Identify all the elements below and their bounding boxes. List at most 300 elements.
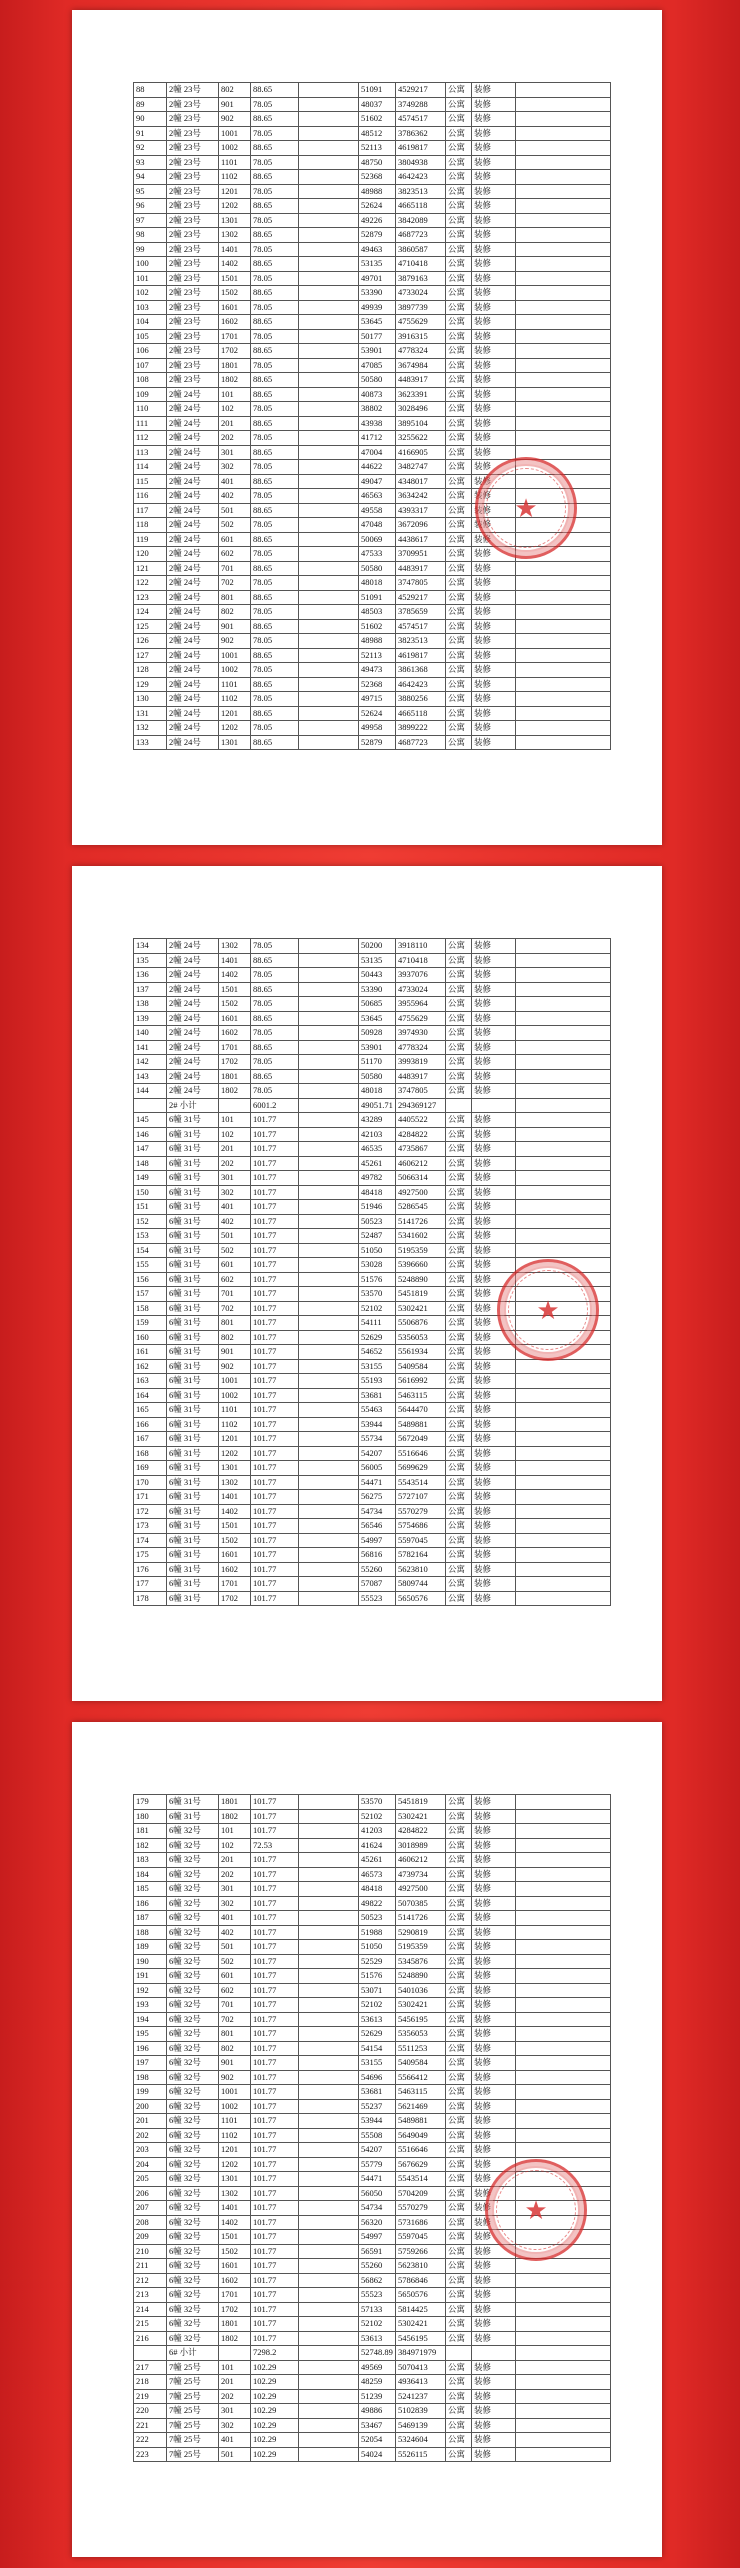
table-cell: 201 xyxy=(134,2114,167,2129)
table-cell: 5489881 xyxy=(396,1417,446,1432)
table-cell: 147 xyxy=(134,1142,167,1157)
table-cell: 384971979 xyxy=(396,2346,446,2361)
table-cell: 50523 xyxy=(359,1214,396,1229)
table-row xyxy=(134,97,611,112)
table-cell: 78.05 xyxy=(251,1055,299,1070)
table-cell: 169 xyxy=(134,1461,167,1476)
table-cell: 92 xyxy=(134,141,167,156)
table-cell: 130 xyxy=(134,692,167,707)
table-cell-empty xyxy=(516,2215,611,2230)
table-cell xyxy=(299,1795,359,1810)
table-row xyxy=(134,634,611,649)
table-cell: 52102 xyxy=(359,1998,396,2013)
table-row xyxy=(134,1432,611,1447)
table-cell-empty xyxy=(516,968,611,983)
table-cell: 54111 xyxy=(359,1316,396,1331)
table-cell: 46563 xyxy=(359,489,396,504)
table-row xyxy=(134,1171,611,1186)
table-cell: 51602 xyxy=(359,112,396,127)
table-cell: 401 xyxy=(219,2433,251,2448)
table-cell: 78.05 xyxy=(251,634,299,649)
table-cell: 6幢 31号 xyxy=(167,1809,219,1824)
table-cell: 136 xyxy=(134,968,167,983)
table-cell: 装修 xyxy=(472,561,516,576)
table-cell: 102.29 xyxy=(251,2404,299,2419)
table-cell: 5195359 xyxy=(396,1243,446,1258)
table-cell xyxy=(299,968,359,983)
table-cell: 公寓 xyxy=(446,706,472,721)
table-cell: 6幢 32号 xyxy=(167,1954,219,1969)
table-cell: 装修 xyxy=(472,1359,516,1374)
table-cell: 3823513 xyxy=(396,634,446,649)
table-cell: 5241237 xyxy=(396,2389,446,2404)
table-cell: 402 xyxy=(219,1925,251,1940)
table-cell: 装修 xyxy=(472,1490,516,1505)
table-cell: 6幢 31号 xyxy=(167,1795,219,1810)
table-cell-empty xyxy=(516,2157,611,2172)
table-cell: 3786362 xyxy=(396,126,446,141)
table-row xyxy=(134,1998,611,2013)
table-cell: 102.29 xyxy=(251,2447,299,2462)
table-cell: 55237 xyxy=(359,2099,396,2114)
table-cell-empty xyxy=(516,1911,611,1926)
table-cell: 101.77 xyxy=(251,1940,299,1955)
table-cell: 6幢 32号 xyxy=(167,2070,219,2085)
table-cell: 装修 xyxy=(472,1809,516,1824)
table-cell: 121 xyxy=(134,561,167,576)
table-cell: 装修 xyxy=(472,721,516,736)
table-cell: 1701 xyxy=(219,1040,251,1055)
table-cell: 2幢 24号 xyxy=(167,532,219,547)
table-cell: 1101 xyxy=(219,677,251,692)
table-cell: 47004 xyxy=(359,445,396,460)
table-cell: 49701 xyxy=(359,271,396,286)
table-cell: 223 xyxy=(134,2447,167,2462)
table-cell: 88.65 xyxy=(251,387,299,402)
table-row xyxy=(134,1272,611,1287)
table-cell xyxy=(299,1011,359,1026)
table-cell: 4936413 xyxy=(396,2375,446,2390)
table-cell: 6幢 31号 xyxy=(167,1243,219,1258)
table-cell-empty xyxy=(516,2389,611,2404)
table-cell: 1002 xyxy=(219,1388,251,1403)
table-cell: 601 xyxy=(219,1258,251,1273)
table-cell: 公寓 xyxy=(446,1824,472,1839)
table-cell xyxy=(299,141,359,156)
table-cell: 3709951 xyxy=(396,547,446,562)
table-cell: 1801 xyxy=(219,2317,251,2332)
table-cell xyxy=(299,1591,359,1606)
table-cell: 127 xyxy=(134,648,167,663)
table-row xyxy=(134,1084,611,1099)
table-cell: 211 xyxy=(134,2259,167,2274)
table-row xyxy=(134,1330,611,1345)
table-cell: 4405522 xyxy=(396,1113,446,1128)
table-cell: 1601 xyxy=(219,2259,251,2274)
table-cell: 78.05 xyxy=(251,1026,299,1041)
table-cell: 101.77 xyxy=(251,1417,299,1432)
table-cell-empty xyxy=(516,1026,611,1041)
table-cell: 公寓 xyxy=(446,2128,472,2143)
table-cell: 48418 xyxy=(359,1185,396,1200)
table-cell: 170 xyxy=(134,1475,167,1490)
table-row xyxy=(134,663,611,678)
table-cell: 装修 xyxy=(472,1867,516,1882)
table-cell: 101.77 xyxy=(251,1882,299,1897)
table-cell xyxy=(299,532,359,547)
table-cell: 1301 xyxy=(219,735,251,750)
table-row xyxy=(134,373,611,388)
table-cell xyxy=(299,1171,359,1186)
table-cell: 51050 xyxy=(359,1243,396,1258)
table-cell xyxy=(299,2375,359,2390)
table-cell: 公寓 xyxy=(446,532,472,547)
table-cell: 5526115 xyxy=(396,2447,446,2462)
table-cell: 3482747 xyxy=(396,460,446,475)
table-cell xyxy=(299,1084,359,1099)
table-cell: 1101 xyxy=(219,155,251,170)
table-cell: 公寓 xyxy=(446,2027,472,2042)
table-cell: 102.29 xyxy=(251,2360,299,2375)
table-cell xyxy=(299,1519,359,1534)
document-page-2 xyxy=(72,866,662,1701)
table-cell: 101.77 xyxy=(251,1911,299,1926)
table-cell: 2幢 24号 xyxy=(167,1026,219,1041)
table-cell: 101 xyxy=(219,387,251,402)
table-cell: 2# 小计 xyxy=(167,1098,219,1113)
table-row xyxy=(134,445,611,460)
table-cell xyxy=(299,1853,359,1868)
table-cell: 56320 xyxy=(359,2215,396,2230)
table-cell: 公寓 xyxy=(446,2360,472,2375)
table-cell xyxy=(219,2346,251,2361)
table-cell: 2幢 24号 xyxy=(167,634,219,649)
table-cell: 装修 xyxy=(472,1127,516,1142)
table-cell: 5786846 xyxy=(396,2273,446,2288)
table-cell xyxy=(299,576,359,591)
table-cell-empty xyxy=(516,663,611,678)
table-cell xyxy=(299,474,359,489)
table-cell-empty xyxy=(516,503,611,518)
table-row xyxy=(134,1475,611,1490)
table-cell: 3899222 xyxy=(396,721,446,736)
table-cell: 53570 xyxy=(359,1795,396,1810)
table-cell-empty xyxy=(516,445,611,460)
table-cell-empty xyxy=(516,1882,611,1897)
table-cell: 51576 xyxy=(359,1969,396,1984)
table-cell-empty xyxy=(516,1577,611,1592)
table-row xyxy=(134,1591,611,1606)
table-cell: 1802 xyxy=(219,373,251,388)
table-cell: 49886 xyxy=(359,2404,396,2419)
table-cell: 176 xyxy=(134,1562,167,1577)
table-cell: 101.77 xyxy=(251,2317,299,2332)
table-cell: 公寓 xyxy=(446,1359,472,1374)
table-cell: 6幢 31号 xyxy=(167,1214,219,1229)
table-cell: 102 xyxy=(219,1127,251,1142)
table-cell-empty xyxy=(516,97,611,112)
table-cell: 1602 xyxy=(219,1562,251,1577)
table-cell: 3842089 xyxy=(396,213,446,228)
table-cell: 装修 xyxy=(472,2302,516,2317)
table-cell-empty xyxy=(516,2273,611,2288)
table-cell: 56050 xyxy=(359,2186,396,2201)
table-cell-empty xyxy=(516,1417,611,1432)
table-cell: 101.77 xyxy=(251,2056,299,2071)
table-cell xyxy=(299,692,359,707)
table-cell: 101.77 xyxy=(251,1809,299,1824)
table-row xyxy=(134,576,611,591)
table-row xyxy=(134,2070,611,2085)
table-cell: 5623810 xyxy=(396,1562,446,1577)
table-cell: 公寓 xyxy=(446,1171,472,1186)
table-cell: 40873 xyxy=(359,387,396,402)
table-cell: 公寓 xyxy=(446,1156,472,1171)
table-cell: 装修 xyxy=(472,1911,516,1926)
table-cell: 6幢 31号 xyxy=(167,1330,219,1345)
table-cell xyxy=(299,2331,359,2346)
table-row xyxy=(134,460,611,475)
table-cell xyxy=(299,2070,359,2085)
table-cell: 装修 xyxy=(472,1853,516,1868)
table-row xyxy=(134,518,611,533)
table-cell-empty xyxy=(516,518,611,533)
table-cell: 52629 xyxy=(359,1330,396,1345)
table-cell-empty xyxy=(516,460,611,475)
table-cell-empty xyxy=(516,2433,611,2448)
table-cell: 91 xyxy=(134,126,167,141)
table-cell: 4687723 xyxy=(396,735,446,750)
table-cell: 53135 xyxy=(359,953,396,968)
table-cell: 3955964 xyxy=(396,997,446,1012)
table-cell-empty xyxy=(516,576,611,591)
table-cell: 公寓 xyxy=(446,2288,472,2303)
table-cell: 装修 xyxy=(472,2215,516,2230)
table-cell: 公寓 xyxy=(446,1011,472,1026)
table-row xyxy=(134,648,611,663)
table-cell-empty xyxy=(516,1229,611,1244)
table-cell: 51239 xyxy=(359,2389,396,2404)
table-cell: 6幢 32号 xyxy=(167,2186,219,2201)
table-cell: 2幢 24号 xyxy=(167,489,219,504)
table-cell: 701 xyxy=(219,1998,251,2013)
table-cell: 1601 xyxy=(219,300,251,315)
table-cell: 6幢 32号 xyxy=(167,2099,219,2114)
table-cell: 公寓 xyxy=(446,1911,472,1926)
table-cell xyxy=(134,1098,167,1113)
table-cell: 601 xyxy=(219,532,251,547)
table-cell: 2幢 23号 xyxy=(167,228,219,243)
table-cell xyxy=(299,2201,359,2216)
document-page-3 xyxy=(72,1722,662,2557)
table-cell: 78.05 xyxy=(251,1084,299,1099)
table-cell-empty xyxy=(516,358,611,373)
table-cell: 101.77 xyxy=(251,1258,299,1273)
table-cell: 6幢 31号 xyxy=(167,1374,219,1389)
table-cell: 102.29 xyxy=(251,2418,299,2433)
table-cell: 公寓 xyxy=(446,735,472,750)
table-cell: 88.65 xyxy=(251,199,299,214)
table-cell-empty xyxy=(516,1142,611,1157)
table-cell: 101.77 xyxy=(251,1229,299,1244)
table-cell: 公寓 xyxy=(446,1214,472,1229)
table-cell: 88.65 xyxy=(251,1011,299,1026)
table-cell-empty xyxy=(516,431,611,446)
table-cell: 53390 xyxy=(359,982,396,997)
table-cell: 5566412 xyxy=(396,2070,446,2085)
table-cell: 1101 xyxy=(219,2114,251,2129)
table-cell: 201 xyxy=(219,416,251,431)
table-cell: 101.77 xyxy=(251,2244,299,2259)
table-cell-empty xyxy=(516,590,611,605)
table-cell: 装修 xyxy=(472,2012,516,2027)
table-cell: 公寓 xyxy=(446,953,472,968)
table-cell: 1301 xyxy=(219,2172,251,2187)
table-cell: 5409584 xyxy=(396,2056,446,2071)
table-cell: 601 xyxy=(219,1969,251,1984)
table-cell: 6幢 31号 xyxy=(167,1548,219,1563)
table-cell: 802 xyxy=(219,83,251,98)
table-cell: 143 xyxy=(134,1069,167,1084)
table-cell xyxy=(299,2215,359,2230)
table-cell-empty xyxy=(516,619,611,634)
table-cell: 5782164 xyxy=(396,1548,446,1563)
table-row xyxy=(134,1403,611,1418)
table-cell: 公寓 xyxy=(446,1388,472,1403)
table-cell: 装修 xyxy=(472,271,516,286)
table-cell: 4166905 xyxy=(396,445,446,460)
table-cell: 1102 xyxy=(219,2128,251,2143)
table-cell: 53645 xyxy=(359,1011,396,1026)
table-cell: 3672096 xyxy=(396,518,446,533)
table-row xyxy=(134,2288,611,2303)
table-row xyxy=(134,735,611,750)
table-cell: 公寓 xyxy=(446,2302,472,2317)
table-cell xyxy=(134,2346,167,2361)
table-row xyxy=(134,431,611,446)
table-cell: 装修 xyxy=(472,1316,516,1331)
table-cell: 48503 xyxy=(359,605,396,620)
table-cell: 101.77 xyxy=(251,1403,299,1418)
table-cell-empty xyxy=(516,1853,611,1868)
table-cell-empty xyxy=(516,286,611,301)
table-cell: 187 xyxy=(134,1911,167,1926)
table-cell: 装修 xyxy=(472,83,516,98)
table-cell: 50685 xyxy=(359,997,396,1012)
table-cell: 装修 xyxy=(472,431,516,446)
table-cell-empty xyxy=(516,112,611,127)
table-cell: 1001 xyxy=(219,126,251,141)
table-cell: 装修 xyxy=(472,518,516,533)
table-cell: 3918110 xyxy=(396,939,446,954)
table-cell xyxy=(299,402,359,417)
table-cell: 50928 xyxy=(359,1026,396,1041)
table-cell: 5623810 xyxy=(396,2259,446,2274)
table-cell: 公寓 xyxy=(446,1026,472,1041)
table-row xyxy=(134,1882,611,1897)
table-cell: 装修 xyxy=(472,2041,516,2056)
table-cell: 装修 xyxy=(472,402,516,417)
table-cell: 78.05 xyxy=(251,126,299,141)
table-cell: 5570279 xyxy=(396,2201,446,2216)
table-cell: 装修 xyxy=(472,982,516,997)
table-cell: 141 xyxy=(134,1040,167,1055)
table-row xyxy=(134,141,611,156)
table-cell: 公寓 xyxy=(446,431,472,446)
table-cell: 88.65 xyxy=(251,474,299,489)
table-cell xyxy=(299,634,359,649)
table-cell: 901 xyxy=(219,1345,251,1360)
table-cell xyxy=(299,997,359,1012)
table-cell: 公寓 xyxy=(446,1403,472,1418)
table-cell: 902 xyxy=(219,2070,251,2085)
table-cell: 6幢 32号 xyxy=(167,2215,219,2230)
table-cell: 1202 xyxy=(219,2157,251,2172)
table-cell: 1702 xyxy=(219,1591,251,1606)
table-row xyxy=(134,605,611,620)
table-cell: 53028 xyxy=(359,1258,396,1273)
table-cell-empty xyxy=(516,1069,611,1084)
table-cell: 198 xyxy=(134,2070,167,2085)
table-cell-empty xyxy=(516,982,611,997)
table-cell: 78.05 xyxy=(251,184,299,199)
table-row xyxy=(134,1243,611,1258)
table-cell-empty xyxy=(516,561,611,576)
table-cell: 6幢 31号 xyxy=(167,1200,219,1215)
table-cell: 公寓 xyxy=(446,677,472,692)
table-cell-empty xyxy=(516,2346,611,2361)
table-cell: 装修 xyxy=(472,1374,516,1389)
table-cell: 5102839 xyxy=(396,2404,446,2419)
table-cell: 4619817 xyxy=(396,141,446,156)
table-cell: 公寓 xyxy=(446,1432,472,1447)
table-cell: 装修 xyxy=(472,474,516,489)
table-cell: 6幢 31号 xyxy=(167,1113,219,1128)
table-cell: 201 xyxy=(219,1142,251,1157)
table-cell xyxy=(299,1359,359,1374)
table-cell: 装修 xyxy=(472,1475,516,1490)
table-row xyxy=(134,2012,611,2027)
table-cell: 49822 xyxy=(359,1896,396,1911)
table-row xyxy=(134,2244,611,2259)
table-row xyxy=(134,1127,611,1142)
table-cell: 48259 xyxy=(359,2375,396,2390)
table-cell-empty xyxy=(516,2143,611,2158)
table-cell: 167 xyxy=(134,1432,167,1447)
table-cell: 56546 xyxy=(359,1519,396,1534)
table-cell: 1401 xyxy=(219,2201,251,2216)
table-cell: 99 xyxy=(134,242,167,257)
table-cell: 公寓 xyxy=(446,1983,472,1998)
table-cell: 124 xyxy=(134,605,167,620)
table-cell: 205 xyxy=(134,2172,167,2187)
table-row xyxy=(134,1374,611,1389)
table-cell: 125 xyxy=(134,619,167,634)
table-cell: 装修 xyxy=(472,1055,516,1070)
table-cell: 公寓 xyxy=(446,1084,472,1099)
table-cell xyxy=(299,503,359,518)
table-cell-empty xyxy=(516,1504,611,1519)
table-cell: 88.65 xyxy=(251,706,299,721)
table-cell: 4574517 xyxy=(396,619,446,634)
table-cell: 702 xyxy=(219,1301,251,1316)
table-cell: 53681 xyxy=(359,2085,396,2100)
table-cell: 501 xyxy=(219,1940,251,1955)
table-cell-empty xyxy=(516,2099,611,2114)
table-cell: 6幢 32号 xyxy=(167,1838,219,1853)
table-cell: 公寓 xyxy=(446,561,472,576)
table-cell: 78.05 xyxy=(251,939,299,954)
